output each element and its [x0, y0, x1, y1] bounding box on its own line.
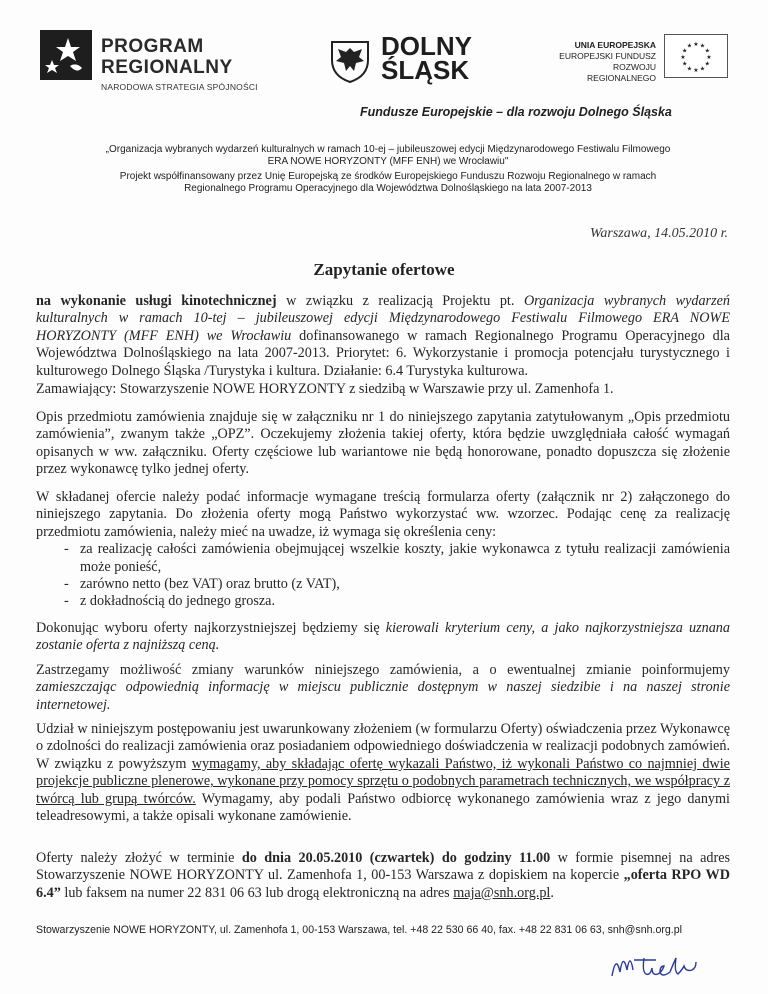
program-line1: PROGRAM	[101, 36, 204, 57]
bullet-item: - zarówno netto (bez VAT) oraz brutto (z VAT),	[36, 576, 730, 593]
p8-text2: w formie pisemnej na adres Stowarzyszenie NOWE HORYZONTY ul. Zamenhofa 1, 00-153 Warszawa z dopiskiem na kopercie	[36, 850, 731, 884]
paragraph-changes	[36, 662, 730, 714]
cofin-line2: Regionalnego Programu Operacyjnego dla Województwa Dolnośląskiego na lata 2007-2013	[184, 183, 592, 194]
eu-line2: EUROPEJSKI FUNDUSZ	[559, 51, 656, 61]
eu-star-icon: ★	[699, 66, 706, 73]
eu-star-icon: ★	[704, 61, 710, 68]
paragraph-orderer: Zamawiający: Stowarzyszenie NOWE HORYZONTY z siedzibą w Warszawie przy ul. Zamenhofa 1.	[36, 381, 614, 397]
footer-address: Stowarzyszenie NOWE HORYZONTY, ul. Zamenhofa 1, 00-153 Warszawa, tel. +48 22 530 66 40, fax. +48 22 831 06 63, snh@snh.org.pl	[36, 924, 682, 936]
eu-star-icon: ★	[686, 43, 693, 50]
eu-star-icon: ★	[693, 68, 699, 74]
p7-text2: Wymagamy, aby podali Państwo odbiorcę wykonanego zamówienia wraz z jego danymi teleadresowymi, a także opisali wykonane zamówienie.	[36, 790, 730, 825]
envelope-note: „oferta RPO WD 6.4”	[36, 867, 730, 901]
dolny-slask-logo-text	[381, 31, 472, 85]
eu-flag-icon	[664, 34, 728, 78]
program-subtitle: NARODOWA STRATEGIA SPÓJNOŚCI	[101, 82, 258, 92]
project-line1: „Organizacja wybranych wydarzeń kulturalnych w ramach 10-ej – jubileuszowej edycji Międzynarodowego Festiwalu Filmowego	[105, 144, 671, 155]
ds-line2: ŚLĄSK	[381, 55, 470, 85]
ds-line1: DOLNY	[381, 31, 472, 61]
program-title	[101, 36, 233, 78]
paragraph-deadline	[36, 850, 730, 902]
eu-star-icon: ★	[680, 55, 686, 61]
paragraph-description: Opis przedmiotu zamówienia znajduje się w załączniku nr 1 do niniejszego zapytania zatytułowanym „Opis przedmiotu zamówienia”, zwanym także „OPZ”. Oczekujemy złożenia takiej oferty, która będzie uwzględniała całość wymagań opisanych w ww. załączniku. Oferty częściowe lub wariantowe nie będą honorowane, ponadto dopuszcza się złożenie przez wykonawcę tylko jednej oferty.	[36, 409, 730, 478]
document-title: Zapytanie ofertowe	[313, 260, 455, 279]
p1-text1: w związku z realizacją Projektu pt.	[276, 293, 524, 309]
deadline: do dnia 20.05.2010 (czwartek) do godziny 11.00	[241, 850, 551, 866]
bullet-item: - z dokładnością do jednego grosza.	[36, 593, 730, 610]
eagle-coat-of-arms-icon	[328, 38, 372, 84]
project-name	[48, 144, 728, 168]
p5-text: Dokonując wyboru oferty najkorzystniejszej będziemy się	[36, 620, 386, 636]
program-line2: REGIONALNY	[101, 57, 233, 78]
p8-text4: .	[550, 884, 554, 901]
cofin-line1: Projekt współfinansowany przez Unię Europejską ze środków Europejskiego Funduszu Rozwoju Regionalnego w ramach	[119, 171, 657, 182]
service-name: na wykonanie usługi kinotechnicznej	[36, 293, 277, 309]
project-line2: ERA NOWE HORYZONTY (MFF ENH) we Wrocławiu"	[267, 156, 509, 167]
program-regionalny-logo	[40, 30, 92, 80]
paragraph-offer-info	[36, 489, 730, 611]
eu-line1: UNIA EUROPEJSKA	[574, 40, 656, 50]
p6-italic: zamieszczając odpowiednią informację w miejscu publicznie dostępnym w naszej siedzibie i na naszej stronie internetowej.	[36, 679, 730, 713]
p6-text: Zastrzegamy możliwość zmiany warunków niniejszego zamówienia, a o ewentualnej zmianie poinformujemy	[36, 662, 730, 678]
paragraph-scope	[36, 293, 730, 380]
eu-star-icon: ★	[704, 48, 710, 55]
eu-star-icon: ★	[706, 55, 712, 61]
eu-star-icon: ★	[699, 43, 706, 50]
p8-text1: Oferty należy złożyć w terminie	[36, 850, 242, 866]
p7-underlined: wymagamy, aby składając ofertę wykazali Państwo, iż wykonali Państwo co najmniej dwie projekcje publiczne plenerowe, wykonane przy pomocy sprzętu o podobnych parametrach technicznych, we współpracy z twórcą lub grupą twórców.	[36, 755, 730, 807]
paragraph-criterion	[36, 620, 730, 655]
eu-star-icon: ★	[682, 61, 688, 68]
eu-star-icon: ★	[686, 66, 693, 73]
p5-italic: kierowali kryterium ceny, a jako najkorzystniejsza uznana zostanie oferta z najniższą ceną.	[36, 620, 730, 654]
motto: Fundusze Europejskie – dla rozwoju Dolnego Śląska	[360, 105, 672, 119]
eu-label	[544, 40, 656, 84]
eu-line3: ROZWOJU REGIONALNEGO	[587, 62, 656, 83]
eu-star-icon: ★	[682, 48, 688, 55]
p7-text1: Udział w niniejszym postępowaniu jest uwarunkowany złożeniem (w formularzu Oferty) oświadczenia przez Wykonawcę o zdolności do realizacji zamówienia oraz posiadaniem odpowiedniego doświadczenia w realizacji podobnych zamówień. W związku z powyższym	[36, 721, 730, 772]
eu-star-icon: ★	[693, 42, 699, 48]
email-link[interactable]: maja@snh.org.pl	[453, 884, 551, 901]
paragraph-conditions	[36, 721, 730, 825]
bullet-item: - za realizację całości zamówienia obejmującej wszelkie koszty, jakie wykonawca z tytułu realizacji zamówienia może ponieść,	[36, 541, 730, 576]
p4-text: W składanej ofercie należy podać informacje wymagane treścią formularza oferty (załącznik nr 2) załączonego do niniejszego zapytania. Do złożenia oferty mogą Państwo wykorzystać ww. wzorzec. Podając cenę za realizację przedmiotu zamówienia, należy mieć na uwadze, iż wymaga się określenia ceny:	[36, 489, 730, 540]
p1-text2: dofinansowanego w ramach Regionalnego Programu Operacyjnego dla Województwa Dolnośląskiego na lata 2007-2013. Priorytet: 6. Wykorzystanie i promocja potencjału turystycznego i kulturowego Dolnego Śląska /Turystyka i kultura. Działanie: 6.4 Turystyka kulturowa.	[36, 327, 730, 379]
cofinancing-note	[48, 171, 728, 195]
p1-project-title: Organizacja wybranych wydarzeń kulturalnych w ramach 10-tej – jubileuszowej edycji Międzynarodowego Festiwalu Filmowego ERA NOWE HORYZONTY (MFF ENH) we Wrocławiu	[36, 293, 730, 344]
handwritten-signature	[608, 946, 718, 986]
p8-text3: lub faksem na numer 22 831 06 63 lub drogą elektroniczną na adres	[60, 884, 454, 901]
place-date: Warszawa, 14.05.2010 r.	[590, 226, 728, 241]
